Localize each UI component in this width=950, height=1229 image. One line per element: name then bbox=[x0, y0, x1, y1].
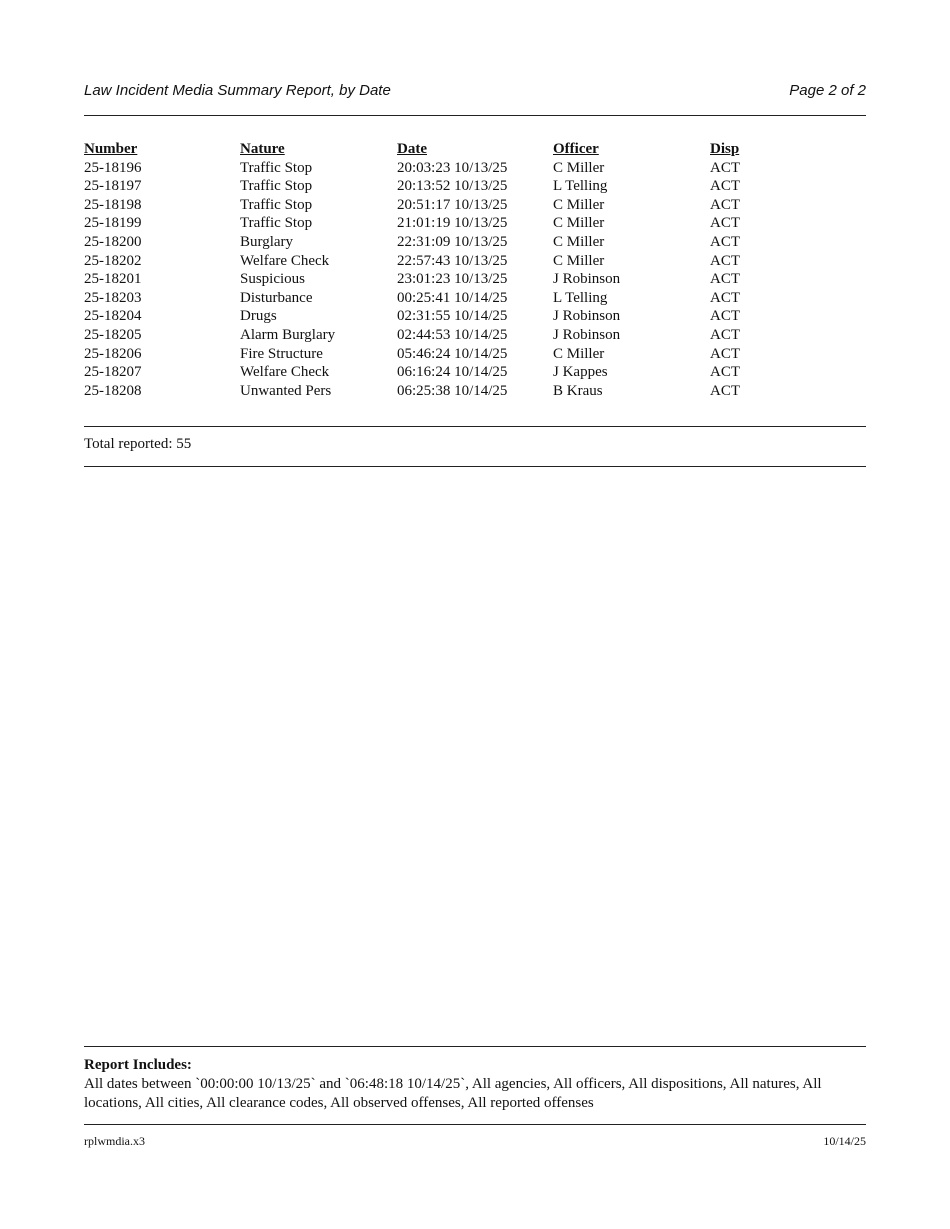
report-includes-text: All dates between `00:00:00 10/13/25` and `06:48:18 10/14/25`, All agencies, All officers, All dispositions, All natures, All locations, All cities, All clearance codes, All observed offenses, All reported offenses bbox=[84, 1076, 822, 1111]
table-row bbox=[84, 159, 866, 178]
cell-nature: Drugs bbox=[240, 308, 277, 325]
cell-number: 25-18208 bbox=[84, 382, 142, 399]
cell-date: 00:25:41 10/14/25 bbox=[397, 289, 508, 306]
cell-number: 25-18207 bbox=[84, 364, 142, 381]
cell-officer: J Robinson bbox=[553, 308, 621, 325]
column-header-officer: Officer bbox=[553, 141, 599, 157]
cell-nature: Welfare Check bbox=[240, 364, 330, 381]
cell-nature: Traffic Stop bbox=[240, 196, 313, 213]
column-header-disp: Disp bbox=[710, 141, 740, 157]
total-reported: Total reported: 55 bbox=[84, 436, 192, 452]
cell-nature: Disturbance bbox=[240, 289, 313, 306]
report-includes bbox=[84, 1056, 866, 1113]
table-row bbox=[84, 214, 866, 233]
table-row bbox=[84, 289, 866, 308]
cell-number: 25-18204 bbox=[84, 308, 142, 325]
cell-date: 20:13:52 10/13/25 bbox=[397, 178, 508, 195]
cell-nature: Traffic Stop bbox=[240, 159, 313, 176]
report-title: Law Incident Media Summary Report, by Date bbox=[84, 82, 391, 99]
cell-number: 25-18196 bbox=[84, 159, 142, 176]
footer-divider bbox=[84, 1124, 866, 1125]
cell-date: 06:16:24 10/14/25 bbox=[397, 364, 508, 381]
cell-disp: ACT bbox=[710, 215, 740, 232]
column-header-date: Date bbox=[397, 141, 427, 157]
total-divider bbox=[84, 466, 866, 467]
table-row bbox=[84, 270, 866, 289]
cell-number: 25-18203 bbox=[84, 289, 142, 306]
table-row bbox=[84, 177, 866, 196]
table-body bbox=[84, 159, 866, 401]
cell-officer: C Miller bbox=[553, 215, 605, 232]
cell-disp: ACT bbox=[710, 289, 740, 306]
cell-nature: Alarm Burglary bbox=[240, 326, 336, 343]
report-includes-title: Report Includes: bbox=[84, 1057, 192, 1073]
cell-disp: ACT bbox=[710, 308, 740, 325]
cell-number: 25-18205 bbox=[84, 326, 142, 343]
cell-officer: C Miller bbox=[553, 196, 605, 213]
cell-disp: ACT bbox=[710, 233, 740, 250]
cell-officer: L Telling bbox=[553, 178, 608, 195]
column-header-nature: Nature bbox=[240, 141, 285, 157]
cell-disp: ACT bbox=[710, 196, 740, 213]
table-row bbox=[84, 382, 866, 401]
table-row bbox=[84, 196, 866, 215]
table-bottom-divider bbox=[84, 426, 866, 427]
cell-date: 23:01:23 10/13/25 bbox=[397, 271, 508, 288]
cell-disp: ACT bbox=[710, 159, 740, 176]
cell-disp: ACT bbox=[710, 364, 740, 381]
table-header-row bbox=[84, 140, 866, 159]
cell-disp: ACT bbox=[710, 252, 740, 269]
cell-nature: Traffic Stop bbox=[240, 215, 313, 232]
table-row bbox=[84, 345, 866, 364]
cell-number: 25-18202 bbox=[84, 252, 142, 269]
cell-number: 25-18200 bbox=[84, 233, 142, 250]
cell-officer: J Robinson bbox=[553, 271, 621, 288]
cell-date: 06:25:38 10/14/25 bbox=[397, 382, 508, 399]
cell-officer: C Miller bbox=[553, 233, 605, 250]
cell-disp: ACT bbox=[710, 382, 740, 399]
cell-nature: Burglary bbox=[240, 233, 294, 250]
cell-nature: Traffic Stop bbox=[240, 178, 313, 195]
cell-nature: Welfare Check bbox=[240, 252, 330, 269]
report-file-name: rplwmdia.x3 bbox=[84, 1134, 145, 1148]
includes-top-divider bbox=[84, 1046, 866, 1047]
header-divider bbox=[84, 115, 866, 116]
cell-disp: ACT bbox=[710, 271, 740, 288]
report-print-date: 10/14/25 bbox=[823, 1134, 866, 1148]
cell-officer: C Miller bbox=[553, 159, 605, 176]
cell-disp: ACT bbox=[710, 178, 740, 195]
cell-officer: L Telling bbox=[553, 289, 608, 306]
cell-date: 22:57:43 10/13/25 bbox=[397, 252, 508, 269]
cell-officer: C Miller bbox=[553, 252, 605, 269]
cell-date: 02:31:55 10/14/25 bbox=[397, 308, 508, 325]
cell-number: 25-18201 bbox=[84, 271, 142, 288]
table-row bbox=[84, 326, 866, 345]
report-header bbox=[84, 82, 866, 102]
cell-number: 25-18197 bbox=[84, 178, 142, 195]
cell-disp: ACT bbox=[710, 345, 740, 362]
cell-nature: Suspicious bbox=[240, 271, 306, 288]
cell-officer: C Miller bbox=[553, 345, 605, 362]
cell-number: 25-18206 bbox=[84, 345, 142, 362]
cell-nature: Fire Structure bbox=[240, 345, 323, 362]
cell-disp: ACT bbox=[710, 326, 740, 343]
cell-nature: Unwanted Pers bbox=[240, 382, 332, 399]
cell-date: 02:44:53 10/14/25 bbox=[397, 326, 508, 343]
cell-date: 20:03:23 10/13/25 bbox=[397, 159, 508, 176]
cell-number: 25-18198 bbox=[84, 196, 142, 213]
cell-officer: J Robinson bbox=[553, 326, 621, 343]
table-row bbox=[84, 307, 866, 326]
table-row bbox=[84, 363, 866, 382]
cell-number: 25-18199 bbox=[84, 215, 142, 232]
column-header-number: Number bbox=[84, 141, 138, 157]
page-indicator: Page 2 of 2 bbox=[789, 82, 866, 99]
cell-date: 05:46:24 10/14/25 bbox=[397, 345, 508, 362]
cell-officer: B Kraus bbox=[553, 382, 603, 399]
incident-table bbox=[84, 140, 866, 400]
table-row bbox=[84, 233, 866, 252]
cell-officer: J Kappes bbox=[553, 364, 608, 381]
cell-date: 20:51:17 10/13/25 bbox=[397, 196, 508, 213]
cell-date: 22:31:09 10/13/25 bbox=[397, 233, 508, 250]
cell-date: 21:01:19 10/13/25 bbox=[397, 215, 508, 232]
table-row bbox=[84, 252, 866, 271]
